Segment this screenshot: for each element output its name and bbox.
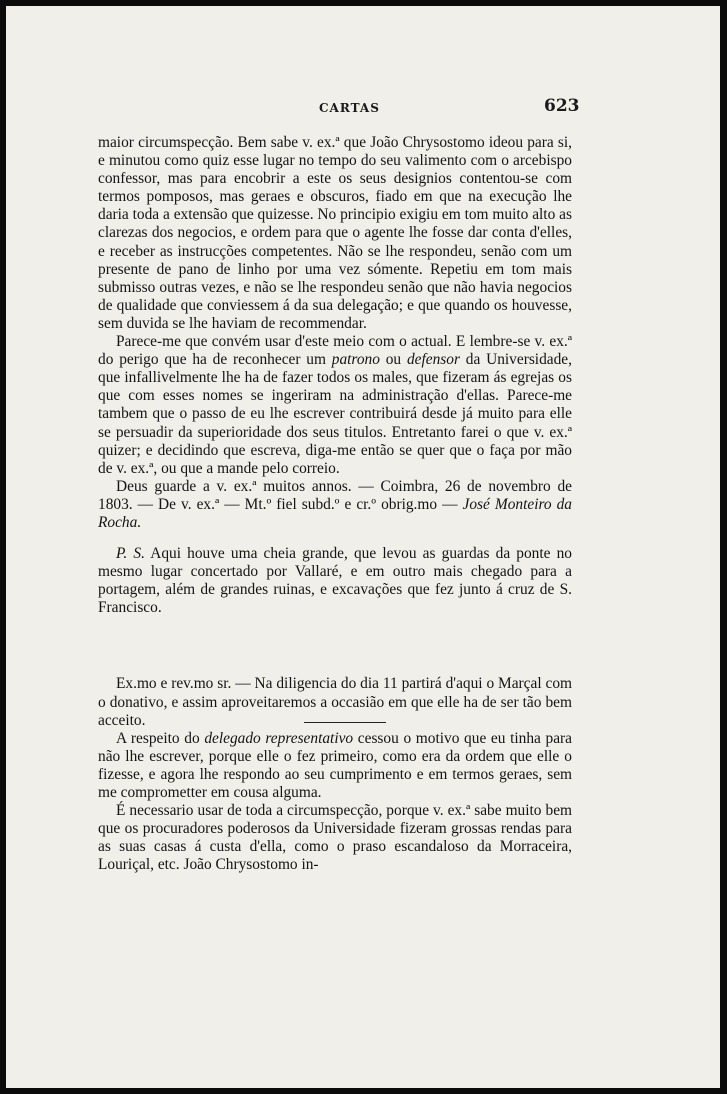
signature: José Monteiro da Rocha.	[98, 495, 572, 531]
letter2-paragraph-1: Ex.mo e rev.mo sr. — Na diligencia do dia 11 partirá d'aqui o Marçal com o donativo, e assim aproveitaremos a occasião em que elle ha de ser tão bem acceito.	[98, 675, 572, 729]
letter1-closing: Deus guarde a v. ex.ª muitos annos. — Coimbra, 26 de novembro de 1803. — De v. ex.ª — Mt.º fiel subd.º e cr.º obrig.mo — José Monteiro da Rocha.	[98, 477, 572, 531]
body-text	[98, 134, 572, 874]
postscript-label: P. S.	[116, 545, 145, 563]
letter2-paragraph-2: A respeito do delegado representativo cessou o motivo que eu tinha para não lhe escrever, porque elle o fez primeiro, como era da ordem que elle o fizesse, e agora lhe respondo ao seu cumprimento e em termos geraes, sem me comprometter em cousa alguma.	[98, 729, 572, 801]
emphasis-patrono: patrono	[331, 351, 380, 369]
section-divider	[304, 722, 386, 723]
letter2-paragraph-3: É necessario usar de toda a circumspecção, porque v. ex.ª sabe muito bem que os procuradores poderosos da Universidade fizeram grossas rendas para as suas casas á custa d'ella, como o praso escandaloso da Morraceira, Louriçal, etc. João Chrysostomo in-	[98, 802, 572, 874]
page-number: 623	[544, 96, 580, 116]
letter1-paragraph-2: Parece-me que convém usar d'este meio com o actual. E lembre-se v. ex.ª do perigo que ha de reconhecer um patrono ou defensor da Universidade, que infallivelmente lhe ha de fazer todos os males, que fizeram ás egrejas os que com esses nomes se ingeriram na administração d'ellas. Parece-me tambem que o passo de eu lhe escrever contribuirá desde já muito para elle se persuadir da superioridade dos seus titulos. Entretanto farei o que v. ex.ª quizer; e decidindo que escreva, diga-me então se quer que o faça por mão de v. ex.ª, ou que a mande pelo correio.	[98, 333, 572, 477]
letter1-paragraph-1: maior circumspecção. Bem sabe v. ex.ª que João Chrysostomo ideou para si, e minutou como quiz esse lugar no tempo do seu valimento com o arcebispo confessor, mas para encobrir a este os seus designios contentou-se com termos pomposos, mas geraes e obscuros, fiado em que na execução lhe daria toda a extensão que quizesse. No principio exigiu em tom muito alto as clarezas dos negocios, e ordem para que o agente lhe fosse dar conta d'elles, e receber as instrucções competentes. Não se lhe respondeu, senão com um presente de pano de linho por uma vez sómente. Repetiu em tom mais submisso outras vezes, e não se lhe respondeu senão que não havia negocios de qualidade que conviessem á da sua delegação; e que quando os houvesse, sem duvida se lhe haviam de recommendar.	[98, 134, 572, 332]
book-page	[6, 6, 720, 1088]
emphasis-defensor: defensor	[406, 351, 460, 369]
running-title: CARTAS	[319, 101, 380, 115]
postscript: P. S. Aqui houve uma cheia grande, que levou as guardas da ponte no mesmo lugar concertado por Vallaré, e em outro mais chegado para a portagem, além de grandes ruinas, e excavações que fez junto á cruz de S. Francisco.	[98, 545, 573, 617]
emphasis-delegado: delegado representativo	[204, 729, 354, 747]
